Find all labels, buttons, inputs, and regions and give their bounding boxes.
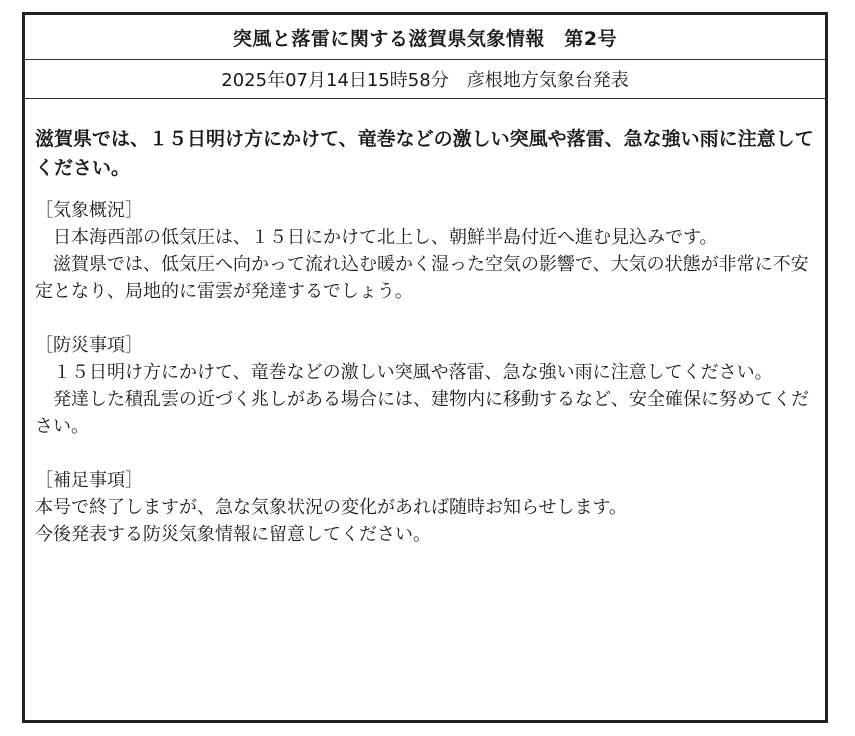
section-supplementary bbox=[35, 467, 817, 548]
section-disaster-prevention bbox=[35, 332, 817, 440]
paragraph: 本号で終了しますが、急な気象状況の変化があれば随時お知らせします。 bbox=[35, 497, 628, 518]
headline: 滋賀県では、１５日明け方にかけて、竜巻などの激しい突風や落雷、急な強い雨に注意してください。 bbox=[35, 128, 814, 179]
bulletin-frame bbox=[22, 12, 828, 723]
paragraph: １５日明け方にかけて、竜巻などの激しい突風や落雷、急な強い雨に注意してください。 bbox=[53, 362, 773, 383]
paragraph: 滋賀県では、低気圧へ向かって流れ込む暖かく湿った空気の影響で、大気の状態が非常に不安定となり、局地的に雷雲が発達するでしょう。 bbox=[35, 254, 809, 302]
paragraph: 今後発表する防災気象情報に留意してください。 bbox=[35, 524, 431, 545]
bulletin-title: 突風と落雷に関する滋賀県気象情報 第2号 bbox=[25, 15, 825, 60]
paragraph: 日本海西部の低気圧は、１５日にかけて北上し、朝鮮半島付近へ進む見込みです。 bbox=[53, 227, 718, 248]
spacer bbox=[35, 305, 817, 332]
section-heading: ［防災事項］ bbox=[35, 335, 143, 356]
section-weather-overview bbox=[35, 197, 817, 305]
section-heading: ［気象概況］ bbox=[35, 200, 143, 221]
issued-line: 2025年07月14日15時58分 彦根地方気象台発表 bbox=[25, 60, 825, 99]
section-heading: ［補足事項］ bbox=[35, 470, 143, 491]
bulletin-body bbox=[25, 99, 825, 548]
paragraph: 発達した積乱雲の近づく兆しがある場合には、建物内に移動するなど、安全確保に努めてください。 bbox=[35, 389, 809, 437]
spacer bbox=[35, 440, 817, 467]
